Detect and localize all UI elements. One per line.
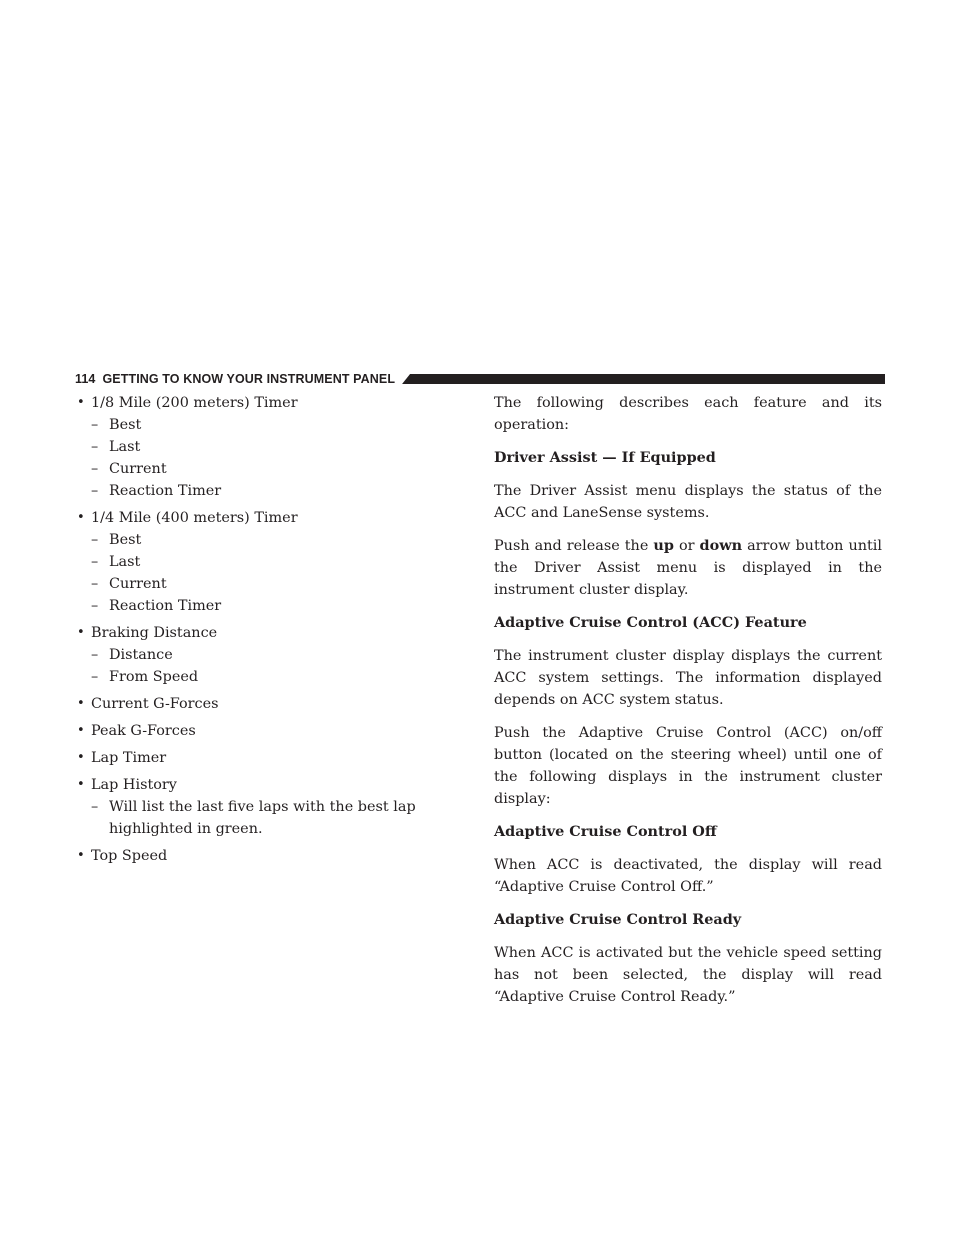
sub-list bbox=[91, 644, 475, 688]
acc-feature-paragraph: The instrument cluster display displays the current ACC system settings. The information displayed depends on ACC system status. bbox=[494, 648, 882, 708]
list-item-label: 1/8 Mile (200 meters) Timer bbox=[91, 395, 298, 411]
list-item-label: Lap History bbox=[91, 777, 177, 793]
push-release-text-2: arrow button until the Driver Assist menu is displayed in the instrument cluster display. bbox=[494, 538, 882, 598]
acc-ready-paragraph: When ACC is activated but the vehicle speed setting has not been selected, the display will read “Adaptive Cruise Control Ready.” bbox=[494, 945, 882, 1005]
page-header bbox=[75, 368, 885, 390]
push-release-paragraph bbox=[494, 535, 882, 601]
list-item bbox=[75, 774, 475, 840]
list-item-label: Lap Timer bbox=[91, 750, 167, 766]
sub-list-item: – Last bbox=[91, 436, 475, 458]
sub-list-item: – Reaction Timer bbox=[91, 480, 475, 502]
section-title: GETTING TO KNOW YOUR INSTRUMENT PANEL bbox=[102, 372, 396, 386]
list-item-label: Braking Distance bbox=[91, 625, 218, 641]
intro-paragraph: The following describes each feature and its operation: bbox=[494, 395, 882, 433]
list-item bbox=[75, 693, 475, 715]
acc-off-paragraph: When ACC is deactivated, the display will read “Adaptive Cruise Control Off.” bbox=[494, 857, 882, 895]
sub-list bbox=[91, 529, 475, 617]
push-release-or: or bbox=[673, 538, 700, 554]
list-item bbox=[75, 747, 475, 769]
push-release-text-1: Push and release the bbox=[494, 538, 654, 554]
left-column bbox=[75, 392, 475, 872]
list-item-label: Top Speed bbox=[91, 848, 168, 864]
list-item-label: 1/4 Mile (400 meters) Timer bbox=[91, 510, 298, 526]
sub-list-item: – Reaction Timer bbox=[91, 595, 475, 617]
list-item-label: Current G-Forces bbox=[91, 696, 219, 712]
page-number: 114 bbox=[75, 372, 96, 386]
sub-list-item: – Last bbox=[91, 551, 475, 573]
sub-list-item: – Best bbox=[91, 414, 475, 436]
sub-list-item: – Current bbox=[91, 458, 475, 480]
acc-feature-heading: Adaptive Cruise Control (ACC) Feature bbox=[494, 614, 807, 631]
down-key-label: down bbox=[699, 537, 743, 554]
sub-list-item: – Current bbox=[91, 573, 475, 595]
list-item bbox=[75, 845, 475, 867]
sub-list bbox=[91, 414, 475, 502]
sub-list-item: – Will list the last five laps with the best lap highlighted in green. bbox=[91, 796, 475, 840]
sub-list-item: – From Speed bbox=[91, 666, 475, 688]
list-item bbox=[75, 507, 475, 617]
driver-assist-paragraph: The Driver Assist menu displays the status of the ACC and LaneSense systems. bbox=[494, 483, 882, 521]
list-item bbox=[75, 720, 475, 742]
sub-list-item: – Distance bbox=[91, 644, 475, 666]
list-item bbox=[75, 622, 475, 688]
up-key-label: up bbox=[653, 537, 674, 554]
sub-list-item: – Best bbox=[91, 529, 475, 551]
acc-push-paragraph: Push the Adaptive Cruise Control (ACC) on/off button (located on the steering wheel) until one of the following displays in the instrument cluster display: bbox=[494, 725, 882, 807]
right-column bbox=[494, 392, 882, 1019]
sub-list bbox=[91, 796, 475, 840]
feature-list bbox=[75, 392, 475, 867]
acc-ready-heading: Adaptive Cruise Control Ready bbox=[494, 911, 742, 928]
list-item bbox=[75, 392, 475, 502]
header-rule bbox=[402, 374, 885, 384]
driver-assist-heading: Driver Assist — If Equipped bbox=[494, 449, 716, 466]
acc-off-heading: Adaptive Cruise Control Off bbox=[494, 823, 717, 840]
list-item-label: Peak G-Forces bbox=[91, 723, 196, 739]
